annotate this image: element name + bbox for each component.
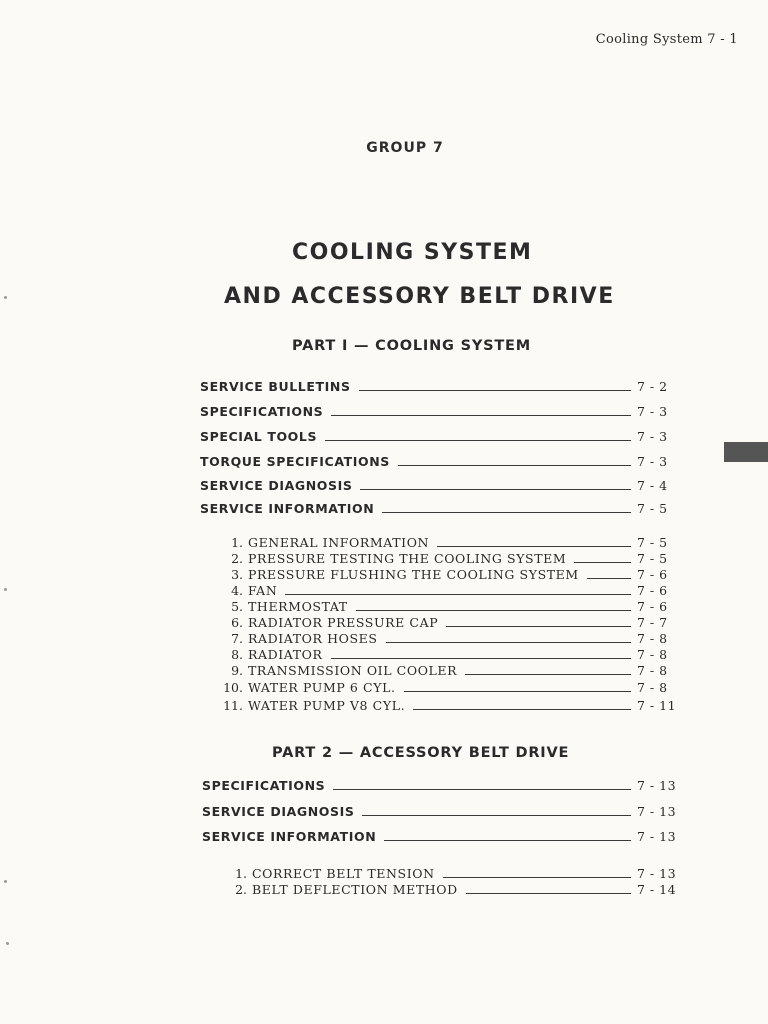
toc-subentry xyxy=(213,615,685,630)
leader-line xyxy=(285,594,631,595)
toc-subentry-number: 11. xyxy=(223,698,243,713)
leader-line xyxy=(413,709,631,710)
toc-subentry-number: 6. xyxy=(231,615,243,630)
running-header: Cooling System 7 - 1 xyxy=(595,32,738,47)
leader-line xyxy=(574,562,631,563)
toc-subentry-label: GENERAL INFORMATION xyxy=(248,535,430,550)
leader-line xyxy=(398,465,631,466)
toc-subentry-label: BELT DEFLECTION METHOD xyxy=(252,882,458,897)
toc-subentry-number: 8. xyxy=(231,647,243,662)
toc-subentry xyxy=(213,680,685,695)
toc-entry xyxy=(200,454,685,469)
leader-line xyxy=(404,691,631,692)
toc-subentry-number: 3. xyxy=(231,567,243,582)
toc-entry-page: 7 - 4 xyxy=(637,478,668,493)
toc-subentry xyxy=(213,599,685,614)
scan-speck xyxy=(4,588,7,591)
toc-subentry-page: 7 - 5 xyxy=(637,551,668,566)
toc-entry-page: 7 - 13 xyxy=(637,804,677,819)
toc-entry xyxy=(200,429,685,444)
toc-subentry-page: 7 - 7 xyxy=(637,615,668,630)
part1-heading: PART I — COOLING SYSTEM xyxy=(292,338,531,354)
leader-line xyxy=(384,840,631,841)
leader-line xyxy=(360,489,631,490)
toc-entry-label: SERVICE INFORMATION xyxy=(200,501,375,516)
toc-entry-page: 7 - 2 xyxy=(637,379,668,394)
scan-speck xyxy=(4,880,7,883)
title-line-1: COOLING SYSTEM xyxy=(292,240,533,265)
toc-subentry-number: 2. xyxy=(231,551,243,566)
toc-entry-page: 7 - 3 xyxy=(637,429,668,444)
leader-line xyxy=(446,626,631,627)
toc-subentry-page: 7 - 14 xyxy=(637,882,677,897)
leader-line xyxy=(382,512,631,513)
leader-line xyxy=(359,390,631,391)
toc-subentry-label: PRESSURE TESTING THE COOLING SYSTEM xyxy=(248,551,567,566)
leader-line xyxy=(587,578,631,579)
toc-subentry xyxy=(217,866,685,881)
toc-subentry-page: 7 - 6 xyxy=(637,599,668,614)
scan-speck xyxy=(4,296,7,299)
toc-subentry-page: 7 - 8 xyxy=(637,663,668,678)
leader-line xyxy=(466,893,631,894)
toc-entry-label: SERVICE DIAGNOSIS xyxy=(200,478,353,493)
toc-subentry-page: 7 - 13 xyxy=(637,866,677,881)
toc-subentry-label: WATER PUMP V8 CYL. xyxy=(248,698,406,713)
toc-entry-label: SERVICE INFORMATION xyxy=(202,829,377,844)
scan-speck xyxy=(6,942,9,945)
group-label: GROUP 7 xyxy=(366,140,444,156)
toc-subentry-number: 1. xyxy=(231,535,243,550)
leader-line xyxy=(331,415,631,416)
toc-entry-label: SERVICE DIAGNOSIS xyxy=(202,804,355,819)
toc-subentry-page: 7 - 8 xyxy=(637,631,668,646)
toc-subentry-page: 7 - 6 xyxy=(637,567,668,582)
leader-line xyxy=(437,546,631,547)
toc-subentry-number: 9. xyxy=(231,663,243,678)
section-tab-marker xyxy=(724,442,768,462)
toc-subentry-number: 1. xyxy=(235,866,247,881)
toc-subentry-label: PRESSURE FLUSHING THE COOLING SYSTEM xyxy=(248,567,579,582)
leader-line xyxy=(443,877,631,878)
toc-subentry-number: 7. xyxy=(231,631,243,646)
toc-subentry-page: 7 - 5 xyxy=(637,535,668,550)
toc-entry-label: SERVICE BULLETINS xyxy=(200,379,351,394)
toc-subentry xyxy=(213,535,685,550)
toc-subentry-label: CORRECT BELT TENSION xyxy=(252,866,435,881)
toc-subentry xyxy=(213,663,685,678)
toc-subentry-page: 7 - 8 xyxy=(637,647,668,662)
toc-subentry xyxy=(213,583,685,598)
toc-subentry xyxy=(213,698,685,713)
toc-subentry-number: 4. xyxy=(231,583,243,598)
toc-entry-page: 7 - 5 xyxy=(637,501,668,516)
toc-subentry xyxy=(213,551,685,566)
toc-subentry-label: RADIATOR HOSES xyxy=(248,631,378,646)
toc-subentry xyxy=(213,567,685,582)
toc-entry-page: 7 - 3 xyxy=(637,454,668,469)
leader-line xyxy=(331,658,631,659)
toc-entry-page: 7 - 13 xyxy=(637,829,677,844)
toc-entry xyxy=(200,404,685,419)
toc-subentry-number: 10. xyxy=(223,680,243,695)
toc-entry-label: TORQUE SPECIFICATIONS xyxy=(200,454,390,469)
leader-line xyxy=(362,815,631,816)
toc-entry xyxy=(202,804,685,819)
toc-entry xyxy=(200,501,685,516)
toc-entry-page: 7 - 13 xyxy=(637,778,677,793)
toc-subentry-label: TRANSMISSION OIL COOLER xyxy=(248,663,458,678)
toc-subentry-page: 7 - 11 xyxy=(637,698,677,713)
title-line-2: AND ACCESSORY BELT DRIVE xyxy=(224,284,615,309)
toc-subentry xyxy=(217,882,685,897)
toc-subentry-label: FAN xyxy=(248,583,278,598)
part2-heading: PART 2 — ACCESSORY BELT DRIVE xyxy=(272,745,570,761)
toc-entry xyxy=(202,829,685,844)
toc-subentry-number: 2. xyxy=(235,882,247,897)
toc-subentry xyxy=(213,631,685,646)
leader-line xyxy=(386,642,631,643)
toc-subentry-label: RADIATOR PRESSURE CAP xyxy=(248,615,439,630)
toc-subentry-number: 5. xyxy=(231,599,243,614)
leader-line xyxy=(356,610,631,611)
toc-entry-label: SPECIFICATIONS xyxy=(200,404,324,419)
toc-entry-page: 7 - 3 xyxy=(637,404,668,419)
leader-line xyxy=(333,789,631,790)
leader-line xyxy=(465,674,631,675)
toc-entry xyxy=(200,379,685,394)
toc-subentry-label: RADIATOR xyxy=(248,647,323,662)
toc-subentry-label: WATER PUMP 6 CYL. xyxy=(248,680,396,695)
toc-subentry-page: 7 - 8 xyxy=(637,680,668,695)
toc-subentry-label: THERMOSTAT xyxy=(248,599,348,614)
toc-entry-label: SPECIAL TOOLS xyxy=(200,429,318,444)
toc-entry-label: SPECIFICATIONS xyxy=(202,778,326,793)
leader-line xyxy=(325,440,631,441)
toc-entry xyxy=(200,478,685,493)
toc-subentry xyxy=(213,647,685,662)
toc-entry xyxy=(202,778,685,793)
toc-subentry-page: 7 - 6 xyxy=(637,583,668,598)
